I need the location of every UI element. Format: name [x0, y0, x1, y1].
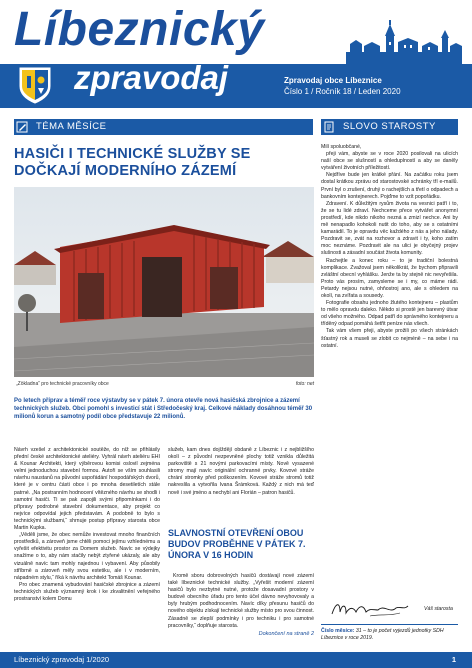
village-skyline-illustration: [346, 18, 462, 64]
page-number: 1: [451, 655, 456, 664]
photo-caption: [16, 381, 314, 387]
building-photo: [14, 187, 314, 377]
article-lead: Po letech příprav a téměř roce výstavby se v pátek 7. února otevře nová hasičská zbrojnice a zázemí technických služeb. Obci pomohl s investicí stát i Středočeský kraj. Celkové náklady dosáhnou téměř 30 milionů korun a samotný podíl obce představuje 22 milionů.: [14, 398, 313, 420]
photo-caption-text: „Zökladna“ pro technické pracovníky obce: [16, 381, 109, 387]
article-paragraph: Kromě sboru dobrovolných hasičů dostávají nové zázemí také líbeznické technické služby. „Vyřešit moderní zázemí hasičů bylo nezbytné nutné, protože dosavadní prostory v budově obecního úřadu pro tento účel dávno nevyhovovaly a byly hrubým podhodnocením. Navíc díky přesunu hasičů do nového objektu získají technické služby místo pro svou činnost. Zásadně se zlepší podmínky i pro techniku i pro samotné pracovníky,“ doplňuje starosta.: [168, 573, 314, 629]
section-label-topic: TÉMA MĚSÍCE: [36, 121, 107, 132]
letter-paragraph: Zdravení. K důležitým rysům života na vesnici patří i to, že se tu lidé zdraví. Nechceme přece vytvářet anonymní prostředí, kde nikdo nikoho nezná a zmizí nechce. Ani by mě nenapadlo kohokoli nutit do toho, aby se s ostatními kamarádil. To je opravdu věc každého z nás a jeho nálady. Pozdravit se, zvát na rozhovor a zdravit i ty, koho zatím moc neznáme. Pozdravit ale na ulici je obyčejný projev slušnosti a zásadní součást života komunity.: [321, 200, 458, 257]
article-headline: HASIČI I TECHNICKÉ SLUŽBY SE DOČKAJÍ MODERNÍHO ZÁZEMÍ: [14, 146, 251, 179]
article-paragraph: služeb, kam dnes dojíždějí obdaně z Líbeznic i z nejbližšího okolí – z původní nezpevněné plochy totiž vznikla důležitá parkoviště s 21 novými parkovacími místy. Nově vysazené stromy mají navíc originální ochranné prvky. Kovové stráže chrání stromky před poškozením. Kovové stráže stromů totiž nakreslila a vytvořila Ivana Šrámková. Každý z nich má teď nově i své jméno a nechybí ani Florián – patron hasičů.: [168, 447, 314, 496]
section-header-topic: [14, 119, 313, 135]
issue-number: Číslo 1 / Ročník 18 / Leden 2020: [284, 87, 401, 96]
pencil-icon: [14, 119, 30, 135]
letter-paragraph: Tak vám všem přeji, abyste prožili po všech stránkách šťastný rok a museli se zlobit co nejméně – na sebe i na ostatní.: [321, 328, 458, 349]
issue-info: [284, 75, 401, 97]
event-subheadline: SLAVNOSTNÍ OTEVŘENÍ OBOU BUDOV PROBĚHNE V PÁTEK 7. ÚNORA V 16 HODIN: [168, 528, 306, 560]
footer-publication: Líbeznický zpravodaj 1/2020: [14, 655, 110, 664]
article-paragraph: Pro obec znamená vybudování hasičské zbrojnice a zázemí technických služeb významný krok i ke zkvalitnění veřejného prostranství kolem Domu: [14, 581, 160, 602]
number-of-month-label: Číslo měsíce:: [321, 628, 355, 634]
number-of-month: [321, 628, 458, 642]
municipal-crest-icon: [18, 66, 52, 104]
masthead-subtitle: zpravodaj: [74, 59, 229, 96]
article-column-1: [14, 447, 160, 645]
continuation-note: Dokončení na straně 2: [258, 631, 314, 637]
article-paragraph: Návrh vzešel z architektonické soutěže, do níž se přihlásily přední české architektonické ateliéry. Vyhrál návrh ateliéru EHI & Kounar Architekti, který výběrovou komisi oslovil zejména velmi jednoduchou stavební formou. Autoři se vším souhlasili návrhu naustanů na původní uspořádání hospodářských dvorů, které je v centru části obce i po mnoha desetiletích stále patrné. „Na postranním hodnocení vítězného návrhu se shodli i samotní hasiči. Ti se pak zapojili svými připomínkami i do přípravy podrobné stavební dokumentace, aby projekt co nejvíce odpovídal jejich představám. A podobně to bylo s technickými službami,“ shrnuje postup přípravy starosta obce Martin Kupka.: [14, 447, 160, 532]
letter-paragraph: přeji vám, abyste se v roce 2020 posilovali na ulicích naší obce se slušností a ohleduplností a aby se daněly vytváření životních příležitostí.: [321, 151, 458, 172]
photo-credit: foto: net: [295, 381, 314, 387]
divider: [321, 624, 458, 625]
mayor-letter: [321, 144, 458, 598]
article-paragraph: „Věděli jsme, že obec nemůže investovat mnoho finančních prostředků, a zároveň jsme chtěli pomoci jejímu vzhlednému a vyřešit efektivitu prostor za Domem služeb. Navíc se výdejky snažíme o to, aby nám stačily nebýt ztyřené ukázaly, ale aby vizuálně navíc tam mohly najednou i vybavení. Aby působily stříbrně a zároveň měly svou estetiku, ale i v moderním, nápadném stylu,“ říká k návrhu architekt Tomáš Kounar.: [14, 532, 160, 581]
section-label-mayor: SLOVO STAROSTY: [343, 121, 436, 132]
mayor-signature: [330, 598, 410, 620]
article-column-3: [168, 573, 314, 629]
masthead: [0, 0, 472, 108]
letter-paragraph: Milí spoluobčané,: [321, 144, 362, 150]
page-footer: [0, 652, 472, 668]
letter-paragraph: Nejdříve bude jen krátké přání. Na začátku roku jsem dostal krátkou zprávu od starostovské schránky tří e-mailů. První byl o zrušení, druhý o rachejtlích a třetí o odpadech a bankovním kontejnerech. Pojďme to vzít popořádku.: [321, 172, 458, 200]
masthead-title: Líbeznický: [14, 3, 265, 56]
document-icon: [321, 119, 337, 135]
number-of-month-text: 31 – to je počet vyjezdů jednotky SDH Líbeznice v roce 2019.: [321, 628, 444, 641]
masthead-band: [0, 64, 472, 108]
signature-role: Váš starosta: [424, 606, 453, 612]
issue-publisher: Zpravodaj obce Líbeznice: [284, 76, 382, 85]
letter-paragraph: Fotografie obsahu jednoho žlutého kontejneru – plastům to mělo opravdu daleko. Někdo si prostě jen barevný útvar od všeho možného. Odpad patří do správného kontejneru a tříděný odpad pomáhá šetřit peníze nás všech.: [321, 300, 458, 328]
article-column-2: [168, 447, 314, 523]
letter-paragraph: Rachejtle a konec roku – to je tradiční bolestná komplikace. Zvažoval jsem několikrát, že bychom připravili zvláštní obecní vyhlášku. Jenže ta by stejně nic nevyřešila. Proto vás prosím, zamysleme se i my, co máme rádi. Petardy nejsou nutné, ohňostroj ano, ale s ohledem na okolí, na zvířata a sousedy.: [321, 257, 458, 299]
section-header-mayor: [321, 119, 458, 135]
